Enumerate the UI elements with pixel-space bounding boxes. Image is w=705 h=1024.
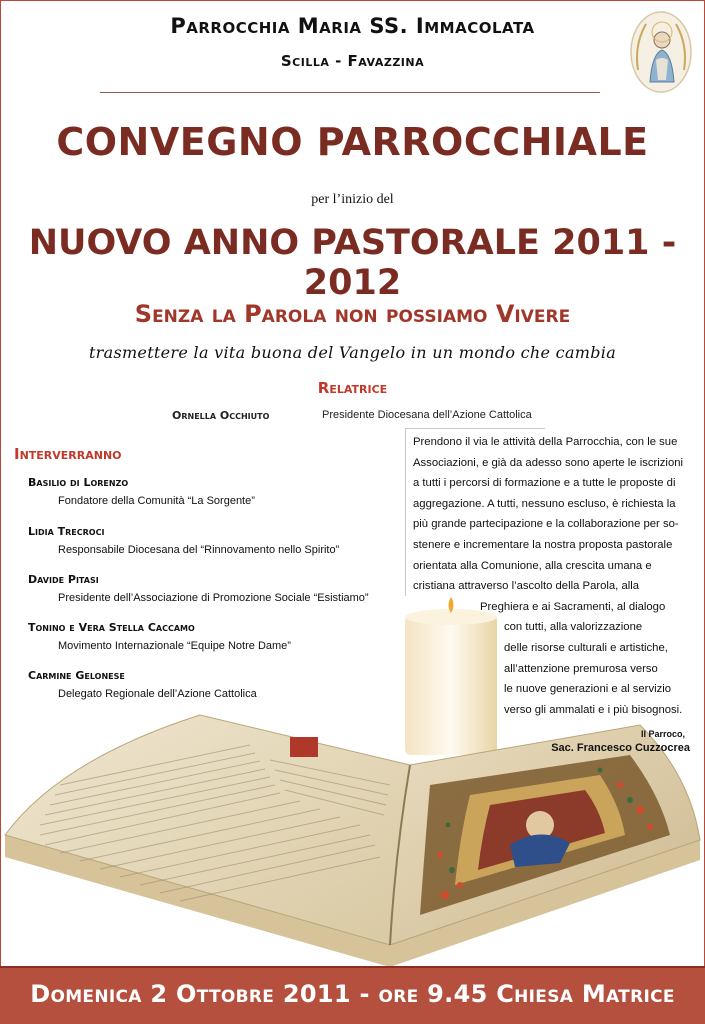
- message-line: aggregazione. A tutti, nessuno escluso, è richiesta la: [413, 497, 676, 510]
- message-line: Preghiera e ai Sacramenti, al dialogo: [480, 600, 666, 613]
- message-line: Associazioni, e già da adesso sono aperte le iscrizioni: [413, 456, 684, 469]
- signature-title: Il Parroco,: [640, 729, 685, 739]
- event-theme-subtitle: trasmettere la vita buona del Vangelo in un mondo che cambia: [88, 343, 617, 362]
- message-line: orientata alla Comunione, alla crescita umana e: [413, 559, 652, 572]
- participants-heading: Interverranno: [14, 445, 122, 463]
- participant-name: Tonino e Vera Stella Caccamo: [28, 621, 195, 634]
- participant-name: Basilio di Lorenzo: [28, 476, 129, 489]
- speaker-heading: Relatrice: [317, 379, 388, 397]
- main-speaker-name: Ornella Occhiuto: [172, 409, 270, 422]
- main-speaker-role: Presidente Diocesana dell’Azione Cattolica: [322, 409, 532, 421]
- event-theme: Senza la Parola non possiamo Vivere: [134, 300, 571, 328]
- signature-name: Sac. Francesco Cuzzocrea: [551, 742, 690, 754]
- participant-name: Davide Pitasi: [28, 573, 99, 586]
- madonna-emblem-icon: [628, 10, 694, 94]
- message-divider-horizontal: [405, 428, 545, 429]
- participant-role: Responsabile Diocesana del “Rinnovamento nello Spirito”: [58, 544, 340, 556]
- header-divider: [100, 92, 600, 93]
- event-date-banner: [0, 966, 705, 1024]
- parish-name: Parrocchia Maria SS. Immacolata: [170, 14, 535, 38]
- message-line: Prendono il via le attività della Parrocchia, con le sue: [413, 436, 678, 448]
- message-line: cristiana attraverso l’ascolto della Parola, alla: [413, 580, 640, 593]
- participant-role: Delegato Regionale dell’Azione Cattolica: [58, 688, 257, 700]
- message-divider-vertical: [405, 428, 406, 596]
- participant-role: Presidente dell’Associazione di Promozione Sociale “Esistiamo”: [58, 592, 369, 604]
- participant-role: Fondatore della Comunità “La Sorgente”: [58, 495, 255, 507]
- event-title: CONVEGNO PARROCCHIALE: [56, 120, 649, 164]
- message-line: le nuove generazioni e al servizio: [504, 683, 672, 696]
- participant-role: Movimento Internazionale “Equipe Notre Dame”: [58, 640, 291, 652]
- message-line: delle risorse culturali e artistiche,: [504, 642, 668, 654]
- pastoral-year-title: NUOVO ANNO PASTORALE 2011 - 2012: [28, 223, 677, 303]
- participant-name: Carmine Gelonese: [28, 669, 125, 682]
- message-line: con tutti, alla valorizzazione: [504, 621, 643, 634]
- message-line: più grande partecipazione e la collaborazione per so-: [413, 518, 679, 531]
- message-line: a tutti i percorsi di formazione e a tutte le proposte di: [413, 477, 676, 490]
- message-line: stenere e incrementare la nostra proposta pastorale: [413, 539, 673, 551]
- participant-name: Lidia Trecroci: [28, 525, 105, 538]
- event-intro: per l’inizio del: [311, 192, 394, 207]
- parish-location: Scilla - Favazzina: [280, 52, 425, 70]
- message-line: all’attenzione premurosa verso: [504, 662, 658, 675]
- event-date-text: Domenica 2 Ottobre 2011 - ore 9.45 Chiesa Matrice: [30, 980, 675, 1008]
- message-line: verso gli ammalati e i più bisognosi.: [504, 703, 683, 716]
